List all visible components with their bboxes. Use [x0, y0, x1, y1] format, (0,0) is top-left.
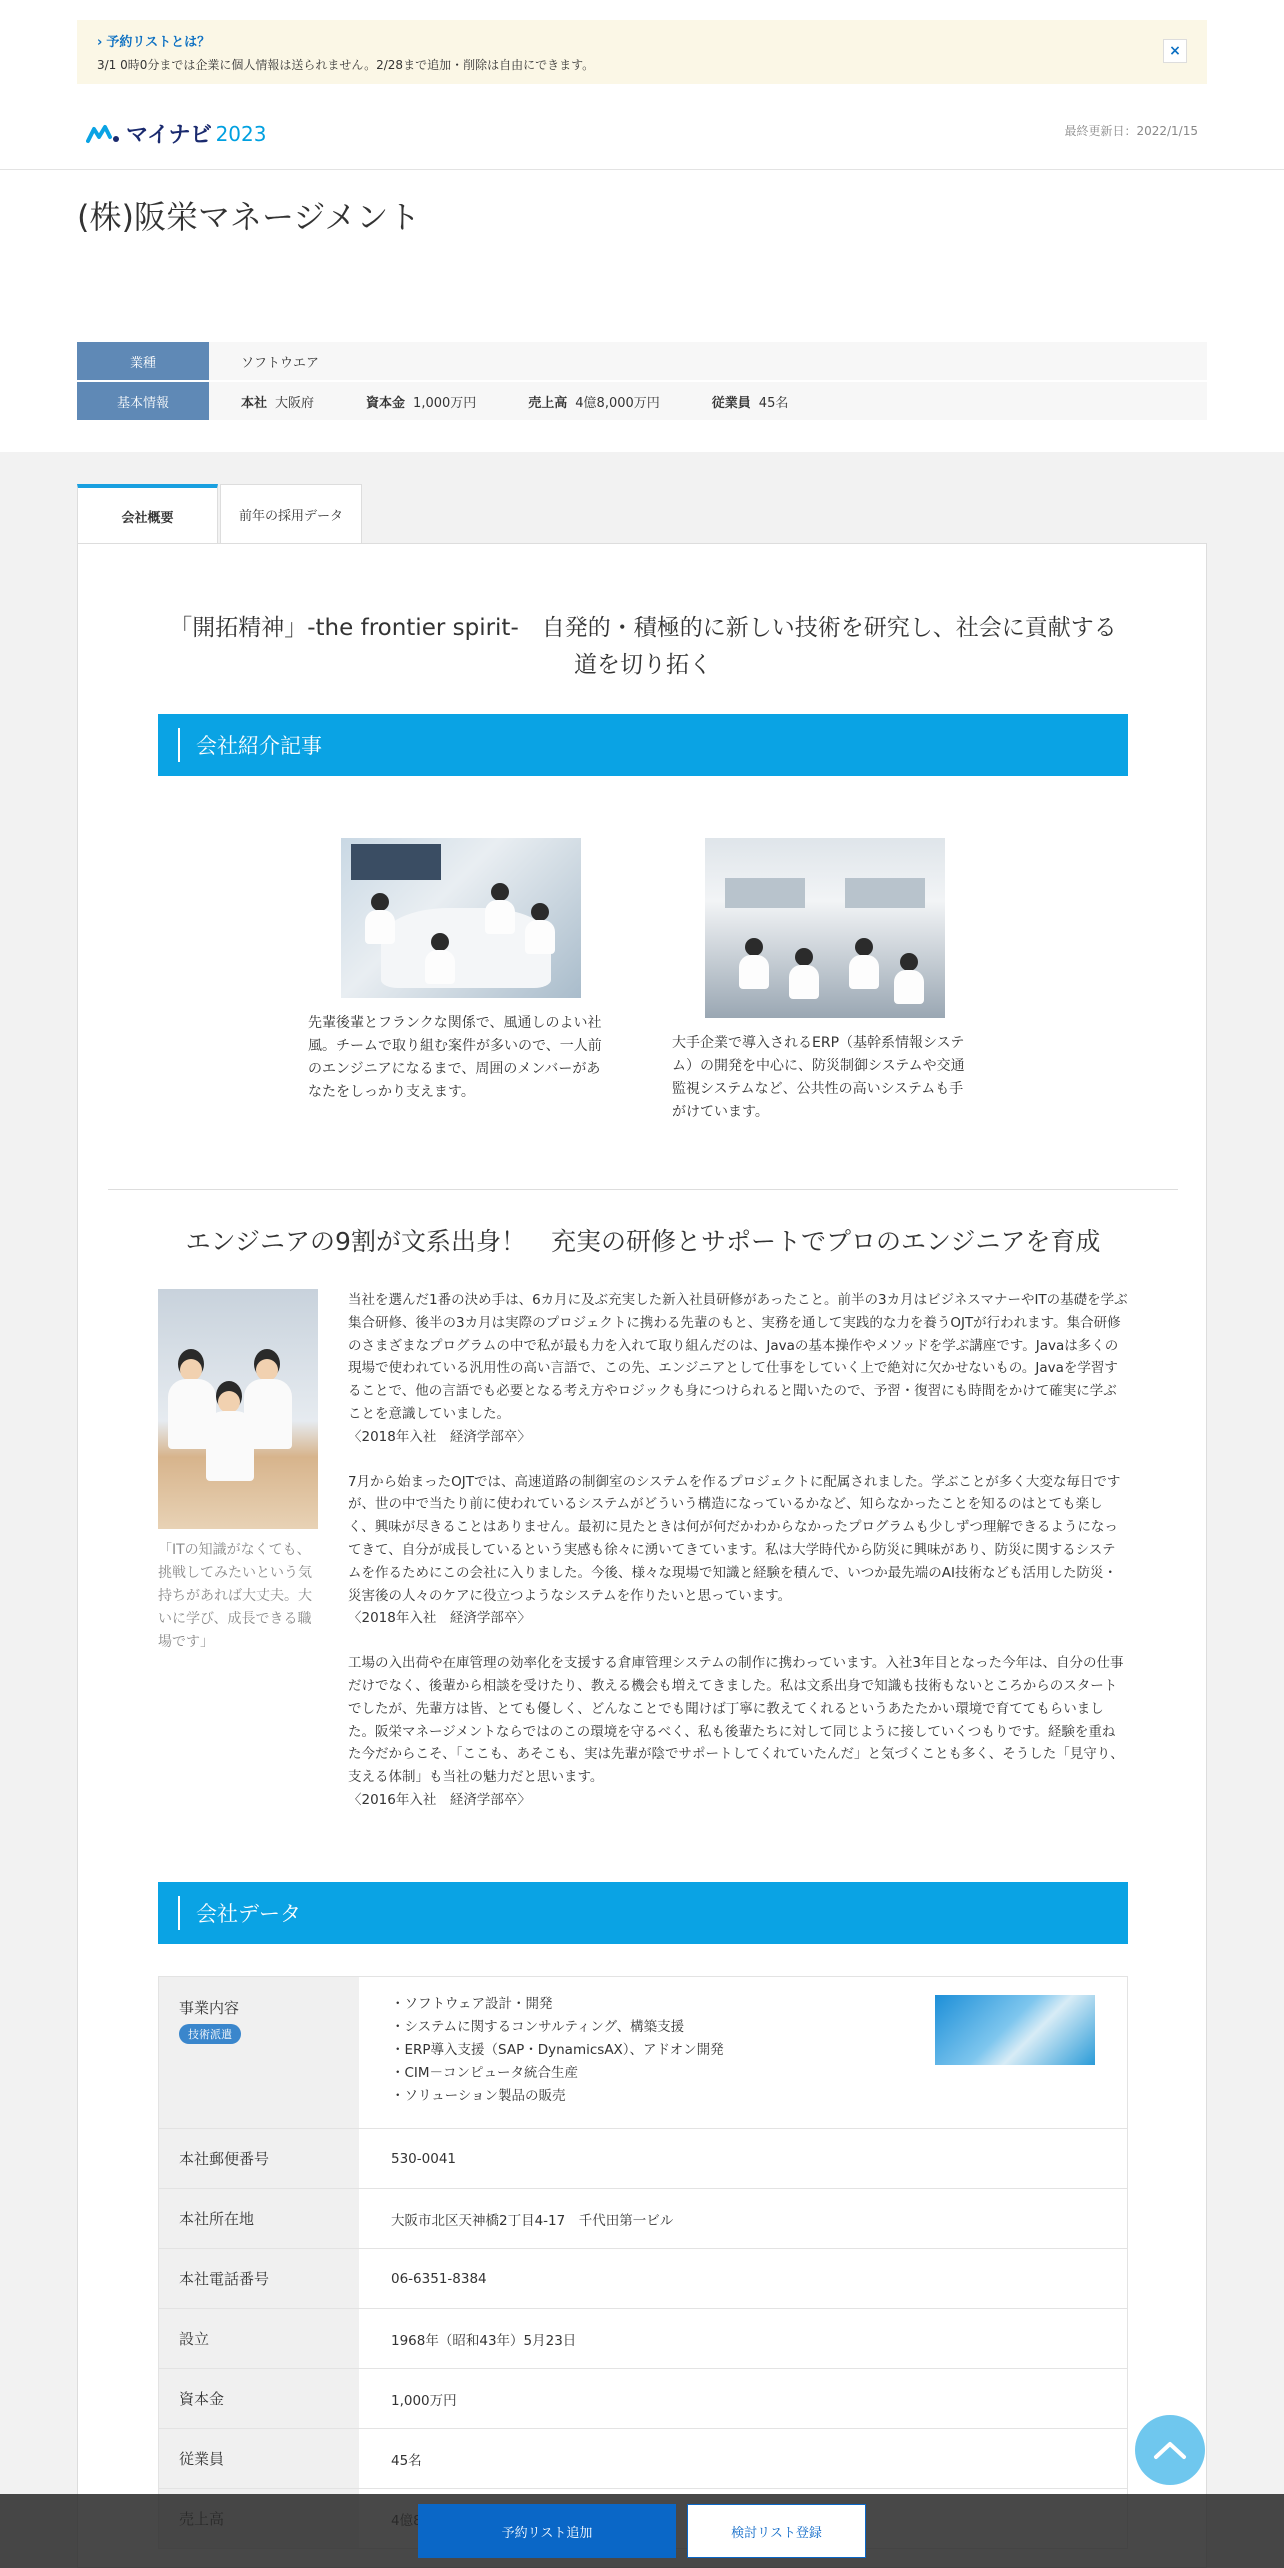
bottom-action-bar [0, 2494, 1284, 2568]
industry-value: ソフトウエア [209, 342, 1207, 380]
table-row [159, 2129, 1127, 2189]
office-floor-photo [705, 838, 945, 1018]
capital-value: 1,000万円 [413, 395, 477, 411]
section-divider [108, 1189, 1178, 1190]
story-text: 当社を選んだ1番の決め手は、6カ月に及ぶ充実した新入社員研修があったこと。前半の3カ月はビジネスマナーやITの基礎を学ぶ集合研修、後半の3カ月は実際のプロジェクトに携わる先輩のもと、実務を通して実践的な力を養うOJTが行われます。集合研修のさまざまなプログラムの中で私が最も力を入れて取り組んだのは、Javaの基本操作やメソッドを学ぶ講座です。Javaは多くの現場で使われている汎用性の高い言語で、この先、エンジニアとして仕事をしていく上で絶対に欠かせないもの。Javaを学習することで、他の言語でも必要となる考え方やロジックも身につけられると聞いたので、予習・復習にも時間をかけて確実に学ぶことを意識していました。 [348, 1292, 1128, 1422]
close-icon[interactable]: × [1163, 39, 1187, 63]
hq-value: 大阪府 [275, 395, 315, 411]
intro-photo-caption-1: 先輩後輩とフランクな関係で、風通しのよい社風。チームで取り組む案件が多いので、一人前のエンジニアになるまで、周囲のメンバーがあなたをしっかり支えます。 [308, 1015, 602, 1100]
reservation-notice [77, 20, 1207, 84]
row-label: 本社郵便番号 [159, 2129, 359, 2188]
basic-info-label: 基本情報 [77, 382, 209, 420]
article-headline: エンジニアの9割が文系出身！ 充実の研修とサポートでプロのエンジニアを育成 [185, 1227, 1101, 1256]
company-data-table [158, 1976, 1128, 2549]
table-row [159, 2249, 1127, 2309]
chevron-up-icon [1153, 2440, 1187, 2460]
site-header [0, 100, 1284, 170]
company-catchphrase: 「開拓精神」-the frontier spirit- 自発的・積極的に新しい技術を研究し、社会に貢献する道を切り拓く [169, 615, 1117, 678]
table-row [159, 2369, 1127, 2429]
last-updated: 最終更新日：2022/1/15 [1064, 124, 1198, 138]
employee-stories [348, 1289, 1128, 1834]
story-author: 〈2018年入社 経済学部卒〉 [348, 1428, 531, 1445]
row-value: 45名 [391, 2452, 422, 2469]
list-item: ・ERP導入支援（SAP・DynamicsAX）、アドオン開発 [391, 2042, 724, 2058]
tab-company-overview[interactable]: 会社概要 [77, 484, 218, 544]
list-item: ・システムに関するコンサルティング、構築支援 [391, 2019, 685, 2035]
business-list [391, 1977, 724, 2108]
row-label: 設立 [159, 2309, 359, 2368]
capital-label: 資本金 [366, 395, 406, 411]
sales-value: 4億8,000万円 [575, 395, 660, 411]
company-overview-panel [77, 543, 1207, 2568]
intro-photo-block-2 [672, 838, 968, 1124]
employee-story-2 [348, 1471, 1128, 1631]
table-row [159, 2309, 1127, 2369]
row-label: 本社電話番号 [159, 2249, 359, 2308]
intro-photo-block-1 [308, 838, 604, 1104]
tab-bar [77, 484, 362, 544]
intro-photo-caption-2: 大手企業で導入されるERP（基幹系情報システム）の開発を中心に、防災制御システムや交通監視システムなど、公共性の高いシステムも手がけています。 [672, 1035, 965, 1120]
tab-previous-recruit-data[interactable]: 前年の採用データ [220, 484, 362, 544]
section-heading-intro: 会社紹介記事 [158, 714, 1128, 776]
mynavi-logo[interactable] [86, 118, 266, 149]
office-meeting-photo [341, 838, 581, 998]
logo-year: 2023 [215, 121, 267, 146]
list-item: ・CIM－コンピュータ統合生産 [391, 2065, 579, 2081]
row-value: 1,000万円 [391, 2392, 457, 2409]
employee-photo-caption: 「ITの知識がなくても、挑戦してみたいという気持ちがあれば大丈夫。大いに学び、成長できる職場です」 [158, 1542, 312, 1650]
employee-group-photo [158, 1289, 318, 1529]
industry-row [77, 342, 1207, 380]
hq-label: 本社 [241, 395, 268, 411]
story-text: 7月から始まったOJTでは、高速道路の制御室のシステムを作るプロジェクトに配属されました。学ぶことが多く大変な毎日ですが、世の中で当たり前に使われているシステムがどういう構造になっているかなど、知らなかったことを知るのはとても楽しく、興味が尽きることはありません。最初に見たときは何が何だかわからなかったプログラムも少しずつ理解できるようになってきて、自分が成長しているという実感も徐々に湧いてきています。私は大学時代から防災に興味があり、防災に関するシステムを作るためにこの会社に入りました。今後、様々な現場で知識と経験を積んで、いつか最先端のAI技術なども活用した防災・災害後の人々のケアに役立つようなシステムを作りたいと思っています。 [348, 1473, 1121, 1604]
row-value: 1968年（昭和43年）5月23日 [391, 2332, 577, 2349]
notice-text: 3/1 0時0分までは企業に個人情報は送られません。2/28まで追加・削除は自由にできます。 [97, 58, 595, 72]
row-label: 本社所在地 [159, 2189, 359, 2248]
row-value: 06-6351-8384 [391, 2270, 487, 2287]
basic-info-row [77, 382, 1207, 420]
table-row [159, 2429, 1127, 2489]
tech-dispatch-badge: 技術派遣 [179, 2024, 241, 2044]
chevron-right-icon: › [97, 35, 103, 50]
basic-info-value [209, 382, 1207, 420]
employees-label: 従業員 [711, 395, 751, 411]
table-row [159, 2189, 1127, 2249]
row-label: 従業員 [159, 2429, 359, 2488]
employee-story-3 [348, 1652, 1128, 1812]
add-to-reservation-list-button[interactable]: 予約リスト追加 [418, 2504, 676, 2558]
list-item: ・ソフトウェア設計・開発 [391, 1996, 553, 2012]
row-label: 資本金 [159, 2369, 359, 2428]
row-value: 大阪市北区天神橋2丁目4-17 千代田第一ビル [391, 2212, 674, 2229]
row-value: 530-0041 [391, 2150, 456, 2167]
story-author: 〈2016年入社 経済学部卒〉 [348, 1791, 531, 1808]
sales-label: 売上高 [528, 395, 568, 411]
business-label: 事業内容 技術派遣 [159, 1977, 359, 2128]
business-row [159, 1977, 1127, 2129]
story-author: 〈2018年入社 経済学部卒〉 [348, 1610, 531, 1627]
employees-value: 45名 [758, 395, 789, 411]
register-consideration-list-button[interactable]: 検討リスト登録 [687, 2504, 866, 2558]
section-heading-company-data: 会社データ [158, 1882, 1128, 1944]
company-name: (株)阪栄マネージメント [77, 198, 421, 236]
story-text: 工場の入出荷や在庫管理の効率化を支援する倉庫管理システムの制作に携わっています。入社3年目となった今年は、自分の仕事だけでなく、後輩から相談を受けたり、教える機会も増えてきました。私は文系出身で知識も技術もないところからのスタートでしたが、先輩方は皆、とても優しく、どんなことでも聞けば丁寧に教えてくれるというあたたかい環境で育ててもらいました。阪栄マネージメントならではのこの環境を守るべく、私も後輩たちに対して同じように接していくつもりです。経験を重ねた今だからこそ、「ここも、あそこも、実は先輩が陰でサポートしてくれていたんだ」と気づくことも多く、そうした「見守り、支える体制」も当社の魅力だと思います。 [348, 1655, 1124, 1786]
employee-story-1 [348, 1289, 1128, 1449]
logo-text: マイナビ [126, 123, 212, 148]
list-item: ・ソリューション製品の販売 [391, 2088, 566, 2104]
logo-mark-icon [86, 123, 122, 145]
industry-label: 業種 [77, 342, 209, 380]
company-info-table [77, 342, 1207, 422]
notice-title-link[interactable]: › 予約リストとは？ [97, 35, 211, 50]
office-entrance-photo [935, 1995, 1095, 2065]
scroll-to-top-button[interactable] [1135, 2415, 1205, 2485]
